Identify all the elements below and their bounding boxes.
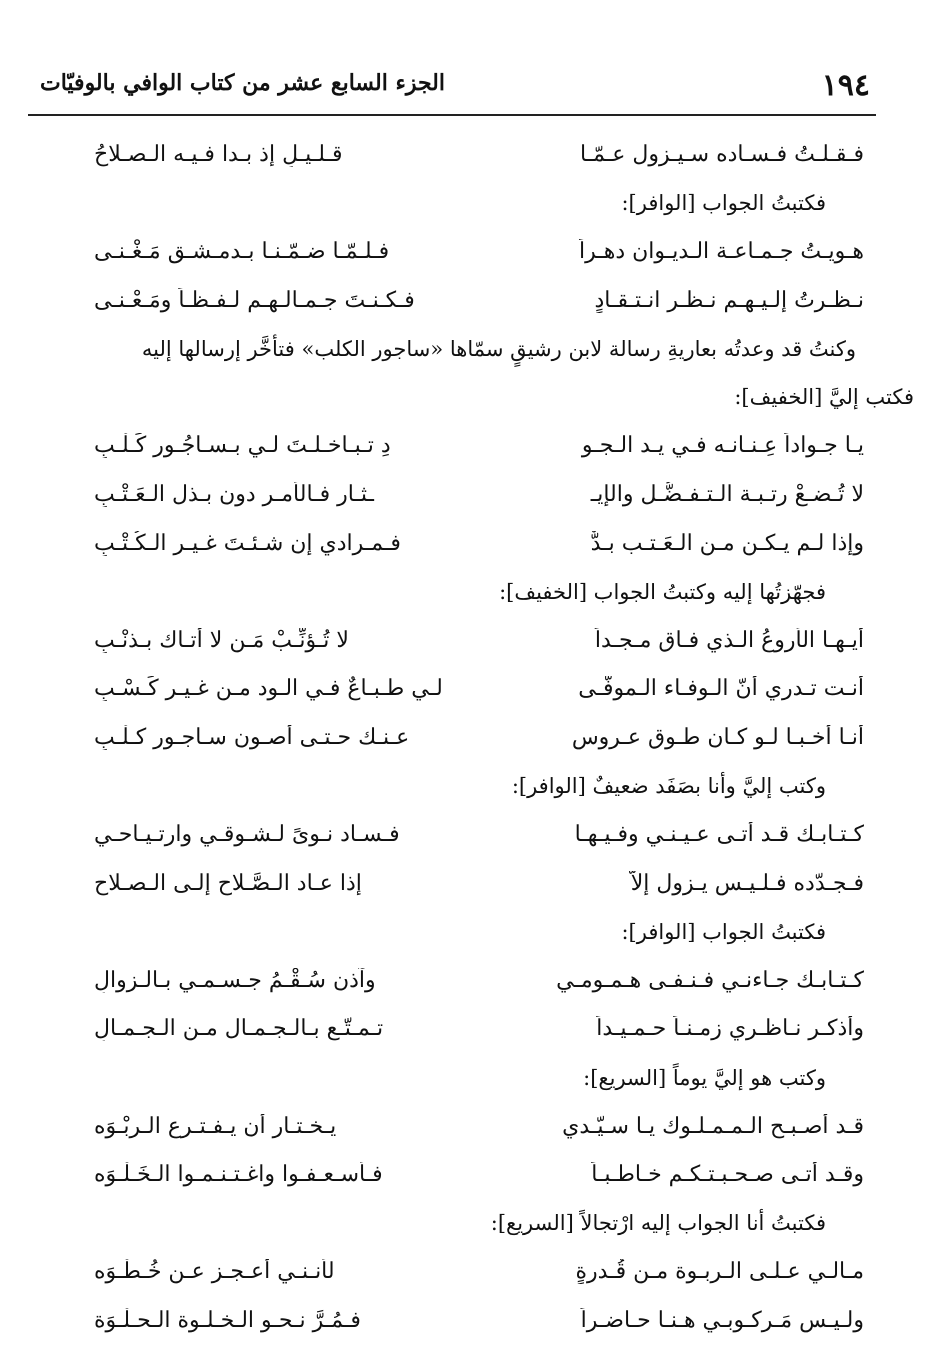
prose-text: فكتب إليَّ [الخفيف]:	[734, 385, 914, 410]
verse-second-hemistich: وآذن سُـقْـمُ جـسـمـي بـالـزوالِ	[94, 967, 376, 993]
verse-line	[40, 227, 874, 276]
verse-second-hemistich: يـخـتـار أن يـفـتـرع الـربْـوَه	[94, 1113, 337, 1139]
verse-line	[40, 519, 874, 568]
verse-line	[40, 130, 874, 179]
verse-line	[40, 956, 874, 1005]
verse-first-hemistich: فـجـدّده فـلـيـس يـزول إلاّ	[630, 870, 864, 896]
verse-second-hemistich: فـمُـرَّ نـحـو الـخـلـوة الـحـلْـوَة	[94, 1308, 361, 1334]
verse-first-hemistich: فـقـلـتُ فـسـاده سـيـزول عـمّـا	[579, 141, 864, 167]
verse-second-hemistich: إذا عـاد الـصَّـلاح إلـى الـصـلاحِ	[94, 870, 362, 896]
verse-line	[40, 810, 874, 859]
verse-line	[40, 276, 874, 325]
verse-second-hemistich: دِ تـبـاخـلـتَ لـي بـسـاجُـور كَـلْـبِ	[94, 433, 391, 459]
prose-text: وكتب إليَّ وأنا بصَفَد ضعيفٌ [الوافر]:	[511, 774, 826, 799]
verse-second-hemistich: فـمـرادي إن شـئـتَ غـيـر الـكُـتْـبِ	[94, 530, 401, 556]
verse-first-hemistich: أيـهـا الأروعُ الـذي فـاق مـجـداً	[594, 627, 864, 653]
prose-text: فكتبتُ الجواب [الوافر]:	[621, 190, 826, 215]
verse-first-hemistich: وإذا لـم يـكـن مـن الـعَـتـب بـدٌّ	[590, 530, 864, 556]
verse-second-hemistich: فـأسـعـفـوا واغـتـنـمـوا الـخَـلْـوَه	[94, 1162, 383, 1188]
verse-line	[40, 1296, 874, 1345]
verse-line	[40, 1248, 874, 1297]
verse-second-hemistich: فـكـنـتَ جـمـالـهـم لـفـظـاً ومَـعْـنـى	[94, 287, 415, 313]
prose-line	[40, 1053, 874, 1102]
verse-line	[40, 1005, 874, 1054]
verse-second-hemistich: ـثـار فـالأمـر دون بـذل الـعَـتْـبِ	[94, 481, 374, 507]
verse-first-hemistich: لا تُـضـعْ رتـبـة الـتـفـضُّـل والإيـ	[590, 481, 864, 507]
verse-line	[40, 665, 874, 714]
verse-second-hemistich: لـي طـبـاعٌ فـي الـود مـن غـيـر كَـسْـبِ	[94, 676, 443, 702]
prose-text: فجهّزتُها إليه وكتبتُ الجواب [الخفيف]:	[499, 579, 826, 604]
running-title: الجزء السابع عشر من كتاب الوافي بالوفيّات	[40, 70, 445, 96]
verse-first-hemistich: أنـت تـدري أنّ الـوفـاء الـموفّـى	[578, 676, 864, 702]
verse-first-hemistich: وقـد أتـى صـحـبـتـكـم خـاطـبـاً	[591, 1162, 864, 1188]
verse-first-hemistich: وأذكـر نـاظـري زمـنـاً حـمـيـداً	[596, 1016, 864, 1042]
verse-first-hemistich: قـد أصـبـح الـمـمـلـوك يـا سـيّـدي	[562, 1113, 864, 1139]
verse-first-hemistich: يـا جـواداً عِـنـانـه فـي يـد الـجـو	[581, 433, 864, 459]
verse-line	[40, 713, 874, 762]
verse-line	[40, 1102, 874, 1151]
verse-first-hemistich: كـتـابـك قـد أتـى عـيـنـي وفـيـهـا	[574, 822, 864, 848]
verse-first-hemistich: ولـيـس مَـركـوبـي هـنـا حـاضـراً	[580, 1308, 864, 1334]
verse-line	[40, 616, 874, 665]
page-header	[36, 58, 874, 108]
prose-line	[40, 373, 914, 422]
verse-second-hemistich: لا تُـؤنِّـبْ مَـن لا أتـاك بـذنْـبِ	[94, 627, 349, 653]
verse-first-hemistich: نـظـرتُ إلـيـهـم نـظـر انـتـقـادٍ	[594, 287, 864, 313]
prose-line	[40, 324, 874, 373]
verse-first-hemistich: هـويـتُ جـمـاعـة الـديـوان دهـراً	[579, 238, 864, 264]
prose-line	[40, 908, 874, 957]
page-number: ١٩٤	[821, 68, 870, 103]
verse-second-hemistich: لأنـنـي أعـجـز عـن خُـطْـوَه	[94, 1259, 335, 1285]
verse-second-hemistich: قـلـيـلٍ إذ بـدا فـيـه الـصـلاحُ	[94, 141, 343, 167]
prose-line	[40, 567, 874, 616]
verse-second-hemistich: تـمـتّـع بـالـجـمـال مـن الـجـمـالِ	[94, 1016, 384, 1042]
verse-second-hemistich: عـنـك حـتـى أصـون سـاجـور كـلْـبِ	[94, 724, 410, 750]
verse-first-hemistich: أنـا أخـبـا لـو كـان طـوق عـروسٍ	[571, 724, 864, 750]
verse-line	[40, 1150, 874, 1199]
verse-line	[40, 859, 874, 908]
prose-text: فكتبتُ أنا الجواب إليه ارْتجالاً [السريع]:	[490, 1211, 826, 1236]
verse-line	[40, 470, 874, 519]
prose-line	[40, 762, 874, 811]
verse-second-hemistich: فـلـمّـا ضـمّـنـا بـدمـشـق مَـغْـنـى	[94, 238, 390, 264]
prose-line	[40, 179, 874, 228]
page-body	[40, 130, 914, 1345]
verse-line	[40, 422, 874, 471]
verse-first-hemistich: مـالـي عـلـى الـربـوة مـن قُـدرةٍ	[575, 1259, 864, 1285]
prose-line	[40, 1199, 874, 1248]
verse-second-hemistich: فـسـاد نـوىً لـشـوقـي وارتـيـاحـي	[94, 822, 400, 848]
verse-first-hemistich: كـتـابـك جـاءنـي فـنـفـى هـمـومـي	[556, 967, 864, 993]
header-rule	[28, 114, 876, 116]
prose-text: فكتبتُ الجواب [الوافر]:	[621, 919, 826, 944]
prose-text: وكتب هو إليَّ يوماً [السريع]:	[583, 1065, 826, 1090]
prose-text: وكنتُ قد وعدتُه بعاريةِ رسالة لابن رشيقٍ سمّاها «ساجور الكلب» فتأخَّر إرسالها إليه	[141, 336, 856, 361]
